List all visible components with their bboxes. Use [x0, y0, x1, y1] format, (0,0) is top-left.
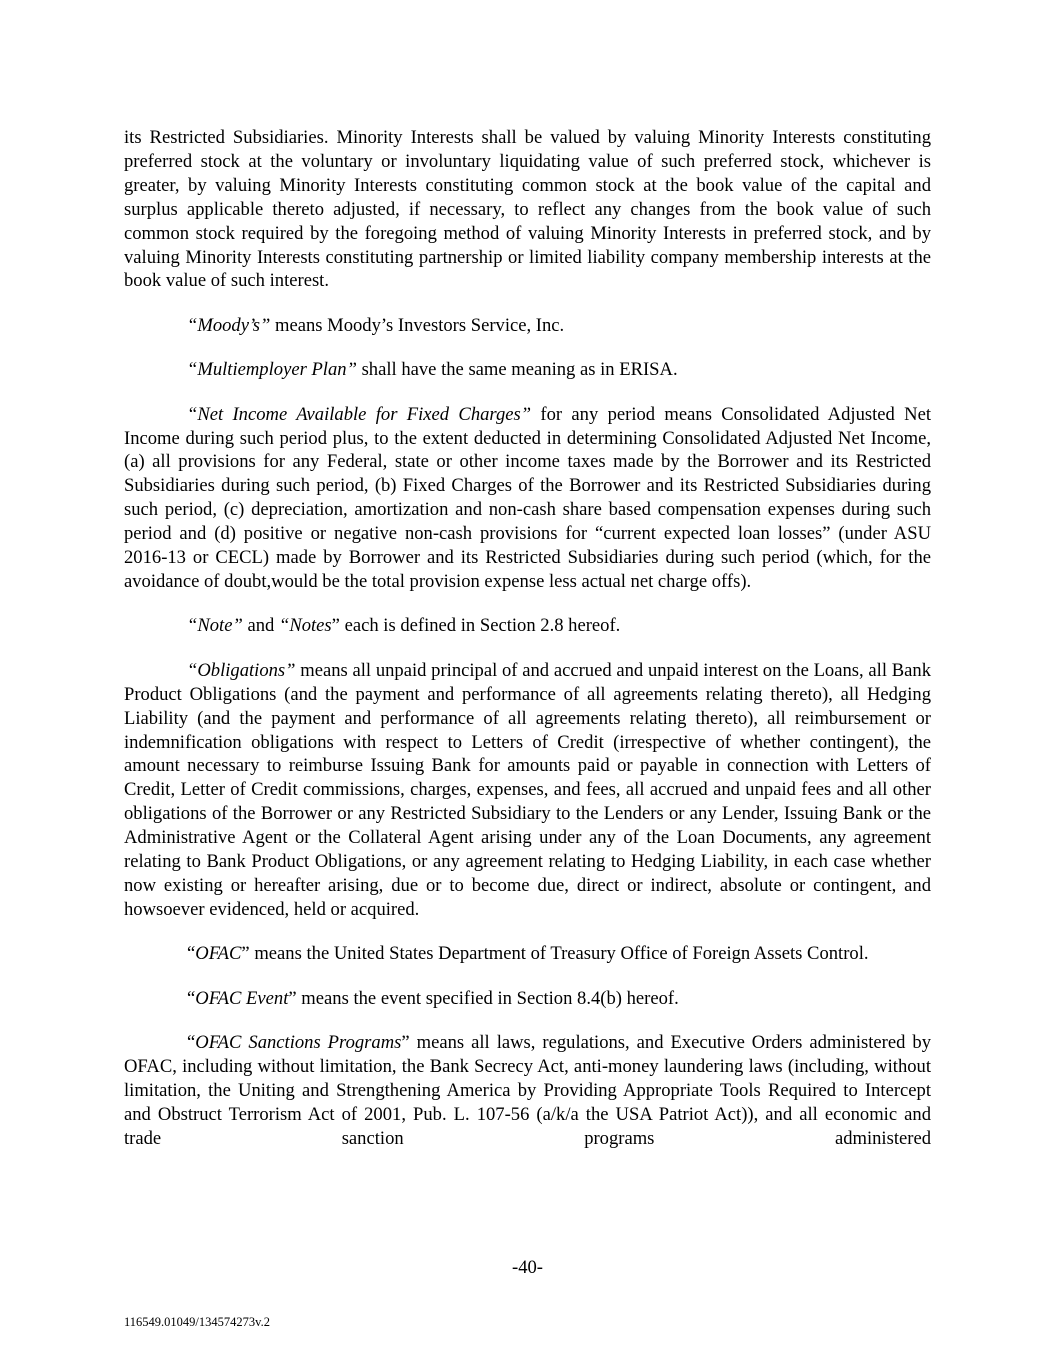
document-body — [124, 126, 931, 1171]
definition-text: means all laws, regulations, and Executive Orders administered by OFAC, including without limitation, the Bank Secrecy Act, anti-money laundering laws (including, without limitation, the Uniting and Strengthening America by Providing Appropriate Tools Required to Intercept and Obstruct Terrorism Act of 2001, Pub. L. 107-56 (a/k/a the USA Patriot Act)), and all economic and trade sanction programs administered — [124, 1032, 931, 1149]
defined-term: OFAC Event — [195, 987, 289, 1009]
definition-ofac-sanctions-programs — [124, 1031, 931, 1151]
defined-term: “Moody’s” — [187, 314, 271, 336]
defined-term-close-quote: ” — [288, 987, 297, 1009]
document-id: 116549.01049/134574273v.2 — [124, 1315, 270, 1329]
defined-term-open-quote: “ — [278, 615, 290, 637]
defined-term: “Obligations” — [187, 659, 296, 681]
definition-ofac — [124, 942, 931, 966]
defined-term: OFAC Sanctions Programs — [195, 1032, 402, 1054]
definition-text: for any period means Consolidated Adjusted Net Income during such period plus, to the extent deducted in determining Consolidated Adjusted Net Income, (a) all provisions for any Federal, state or other income taxes made by the Borrower and its Restricted Subsidiaries during such period, (b) Fixed Charges of the Borrower and its Restricted Subsidiaries during such period, (c) depreciation, amortization and non-cash share based compensation expenses during such period and (d) positive or negative non-cash provisions for “current expected loan losses” (under ASU 2016-13 or CECL) made by Borrower and its Restricted Subsidiaries during such period (which, for the avoidance of doubt,would be the total provision expense less actual net charge offs). — [124, 403, 931, 592]
definition-obligations — [124, 659, 931, 922]
paragraph-text: its Restricted Subsidiaries. Minority Interests shall be valued by valuing Minority Interests constituting preferred stock at the voluntary or involuntary liquidating value of such preferred stock, whichever is greater, by valuing Minority Interests constituting common stock at the book value of the capital and surplus applicable thereto adjusted, if necessary, to reflect any changes from the book value of such common stock required by the foregoing method of valuing Minority Interests in preferred stock, and by valuing Minority Interests constituting partnership or limited liability company membership interests at the book value of such interest. — [124, 127, 931, 292]
definition-text: means the United States Department of Treasury Office of Foreign Assets Control. — [249, 943, 869, 965]
defined-term-open-quote: “ — [187, 987, 196, 1009]
definition-net-income-available — [124, 403, 931, 594]
definition-text: means the event specified in Section 8.4(b) hereof. — [296, 987, 679, 1009]
defined-term-open-quote: “ — [187, 1032, 196, 1054]
definition-text: each is defined in Section 2.8 hereof. — [339, 615, 621, 637]
defined-term-close-quote: ” — [331, 615, 340, 637]
paragraph-minority-interests — [124, 126, 931, 293]
defined-term: Notes — [289, 615, 332, 637]
page-number: -40- — [512, 1257, 543, 1278]
defined-term-close-quote: ” — [401, 1032, 410, 1054]
definition-text: means Moody’s Investors Service, Inc. — [270, 314, 565, 336]
defined-term: “Multiemployer Plan” — [187, 359, 357, 381]
definition-text: shall have the same meaning as in ERISA. — [356, 359, 678, 381]
defined-term-close-quote: ” — [241, 943, 250, 965]
defined-term: “Net Income Available for Fixed Charges” — [187, 403, 532, 425]
definition-ofac-event — [124, 987, 931, 1011]
definition-text: means all unpaid principal of and accrued and unpaid interest on the Loans, all Bank Product Obligations (and the payment and performance of all agreements relating thereto), all Hedging Liability (and the payment and performance of all agreements relating thereto), all reimbursement or indemnification obligations with respect to Letters of Credit (irrespective of whether contingent), the amount necessary to reimburse Issuing Bank for amounts paid or payable in connection with Letters of Credit, Letter of Credit commissions, charges, expenses, and fees, all accrued and unpaid fees and all other obligations of the Borrower or any Restricted Subsidiary to the Lenders or any Lender, Issuing Bank or the Administrative Agent or the Collateral Agent arising under any of the Loan Documents, any agreement relating to Bank Product Obligations, or any agreement relating to Hedging Liability, in each case whether now existing or hereafter arising, due or to become due, direct or indirect, absolute or contingent, and howsoever evidenced, held or acquired. — [124, 659, 931, 920]
connector-text: and — [242, 615, 279, 637]
defined-term: OFAC — [195, 943, 242, 965]
definition-note — [124, 614, 931, 638]
defined-term: “Note” — [187, 615, 243, 637]
definition-multiemployer-plan — [124, 358, 931, 382]
definition-moodys — [124, 314, 931, 338]
defined-term-open-quote: “ — [187, 943, 196, 965]
